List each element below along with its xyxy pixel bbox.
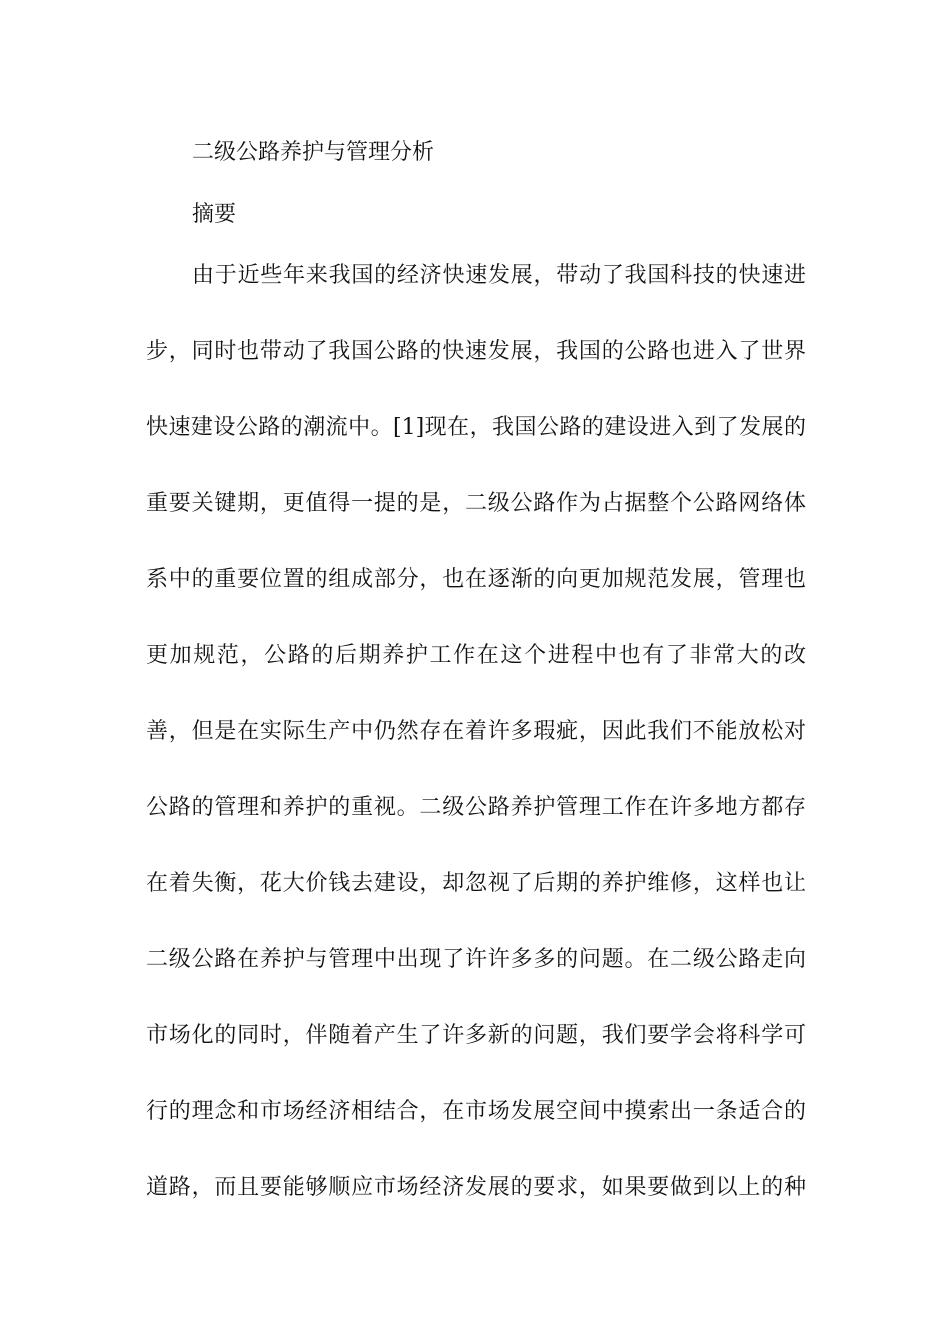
document-title: 二级公路养护与管理分析 bbox=[192, 140, 435, 165]
paragraph-line: 系中的重要位置的组成部分，也在逐渐的向更加规范发展，管理也 bbox=[146, 567, 806, 592]
abstract-paragraph bbox=[146, 261, 806, 1249]
abstract-heading: 摘要 bbox=[192, 202, 237, 227]
paragraph-line: 在着失衡，花大价钱去建设，却忽视了后期的养护维修，这样也让 bbox=[146, 871, 806, 896]
paragraph-line: 二级公路在养护与管理中出现了许许多多的问题。在二级公路走向 bbox=[146, 947, 806, 972]
paragraph-line: 行的理念和市场经济相结合，在市场发展空间中摸索出一条适合的 bbox=[146, 1099, 806, 1124]
paragraph-line: 公路的管理和养护的重视。二级公路养护管理工作在许多地方都存 bbox=[146, 795, 806, 820]
paragraph-line: 步，同时也带动了我国公路的快速发展，我国的公路也进入了世界 bbox=[146, 339, 806, 364]
paragraph-line: 善，但是在实际生产中仍然存在着许多瑕疵，因此我们不能放松对 bbox=[146, 719, 806, 744]
paragraph-line: 道路，而且要能够顺应市场经济发展的要求，如果要做到以上的种 bbox=[146, 1175, 806, 1200]
paragraph-line: 市场化的同时，伴随着产生了许多新的问题，我们要学会将科学可 bbox=[146, 1023, 806, 1048]
paragraph-line: 更加规范，公路的后期养护工作在这个进程中也有了非常大的改 bbox=[146, 643, 806, 668]
paragraph-line: 重要关键期，更值得一提的是，二级公路作为占据整个公路网络体 bbox=[146, 491, 806, 516]
paragraph-line: 由于近些年来我国的经济快速发展，带动了我国科技的快速进 bbox=[192, 263, 806, 288]
paragraph-line: 快速建设公路的潮流中。[1]现在，我国公路的建设进入到了发展的 bbox=[146, 415, 806, 440]
